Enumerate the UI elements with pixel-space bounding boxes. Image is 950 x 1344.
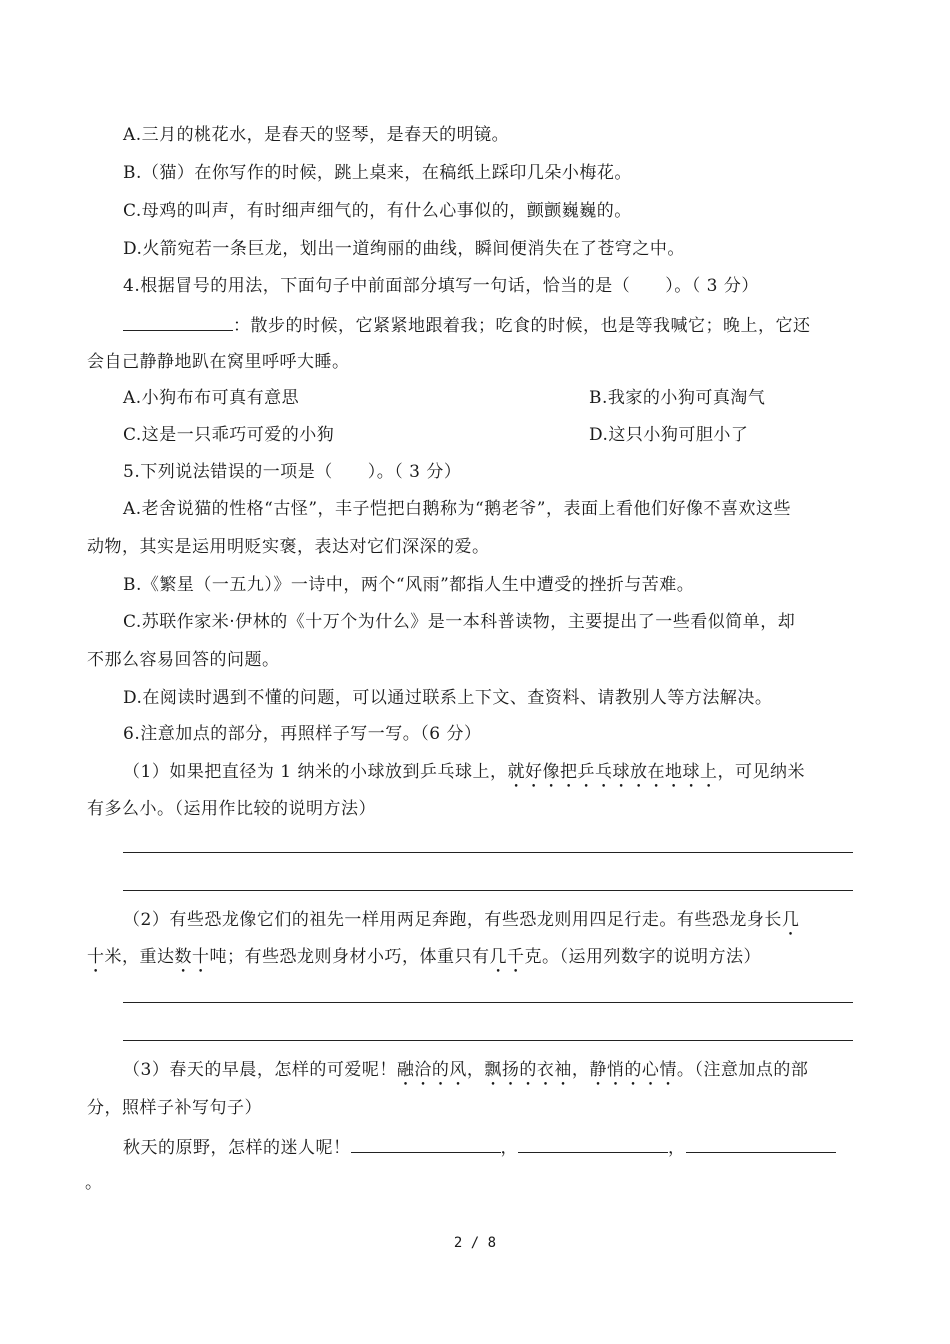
q4-fill-blank[interactable] bbox=[123, 312, 233, 331]
q6-part2-line1: （2）有些恐龙像它们的祖先一样用两足奔跑，有些恐龙则用四足行走。有些恐龙身长几 bbox=[123, 910, 800, 930]
q6-part1-line1: （1）如果把直径为 1 纳米的小球放到乒乓球上，就好像把乒乓球放在地球上，可见纳米 bbox=[123, 762, 805, 782]
q4-option-c: C.这是一只乖巧可爱的小狗 bbox=[123, 425, 335, 445]
q5-option-a-line2: 动物，其实是运用明贬实褒，表达对它们深深的爱。 bbox=[87, 537, 490, 557]
emphasis-dotted-text: 几千 bbox=[489, 947, 525, 967]
q5-option-c-line2: 不那么容易回答的问题。 bbox=[87, 650, 280, 670]
answer-blank[interactable] bbox=[686, 1134, 836, 1153]
answer-blank[interactable] bbox=[351, 1134, 501, 1153]
q6-stem: 6.注意加点的部分，再照样子写一写。（6 分） bbox=[123, 724, 482, 744]
emphasis-dotted-text: 融洽的风，飘扬的衣袖，静悄的心情 bbox=[396, 1060, 677, 1080]
q4-option-b: B.我家的小狗可真淘气 bbox=[589, 388, 766, 408]
q6-part3-line2: 分，照样子补写句子） bbox=[87, 1098, 262, 1118]
answer-line[interactable] bbox=[123, 1002, 853, 1003]
q5-option-a-line1: A.老舍说猫的性格“古怪”，丰子恺把白鹅称为“鹅老爷”，表面上看他们好像不喜欢这些 bbox=[123, 499, 791, 519]
q5-stem: 5.下列说法错误的一项是（ ）。（ 3 分） bbox=[123, 462, 462, 482]
answer-blank[interactable] bbox=[518, 1134, 668, 1153]
q5-option-b: B.《繁星（一五九）》一诗中，两个“风雨”都指人生中遭受的挫折与苦难。 bbox=[123, 575, 695, 595]
answer-line[interactable] bbox=[123, 852, 853, 853]
q3-option-b: B.（猫）在你写作的时候，跳上桌来，在稿纸上踩印几朵小梅花。 bbox=[123, 163, 632, 183]
q4-sentence-line1: ：散步的时候，它紧紧地跟着我；吃食的时候，也是等我喊它；晚上，它还 bbox=[123, 312, 811, 338]
emphasis-dotted-text: 数十 bbox=[174, 947, 210, 967]
q6-part3-end-mark: 。 bbox=[85, 1173, 103, 1193]
q4-option-a: A.小狗布布可真有意思 bbox=[123, 388, 300, 408]
q6-part1-line2: 有多么小。（运用作比较的说明方法） bbox=[87, 799, 376, 819]
q4-option-d: D.这只小狗可胆小了 bbox=[589, 425, 749, 445]
answer-line[interactable] bbox=[123, 1040, 853, 1041]
q3-option-a: A.三月的桃花水，是春天的竖琴，是春天的明镜。 bbox=[123, 125, 510, 145]
answer-line[interactable] bbox=[123, 890, 853, 891]
emphasis-dotted-text: 十 bbox=[87, 947, 105, 967]
emphasis-dotted-text: 几 bbox=[781, 910, 800, 930]
q4-sentence-line2: 会自己静静地趴在窝里呼呼大睡。 bbox=[87, 352, 350, 372]
q6-part2-line2: 十米，重达数十吨；有些恐龙则身材小巧，体重只有几千克。（运用列数字的说明方法） bbox=[87, 947, 761, 967]
q3-option-d: D.火箭宛若一条巨龙，划出一道绚丽的曲线，瞬间便消失在了苍穹之中。 bbox=[123, 239, 685, 259]
q6-part3-line1: （3）春天的早晨，怎样的可爱呢！融洽的风，飘扬的衣袖，静悄的心情。（注意加点的部 bbox=[123, 1060, 809, 1080]
q6-part3-answer-line: 秋天的原野，怎样的迷人呢！ ， ， bbox=[123, 1134, 836, 1160]
emphasis-dotted-text: 就好像把乒乓球放在地球上 bbox=[507, 762, 718, 782]
page-indicator: 2 / 8 bbox=[453, 1235, 497, 1251]
q5-option-c-line1: C.苏联作家米·伊林的《十万个为什么》是一本科普读物，主要提出了一些看似简单，却 bbox=[123, 612, 796, 632]
q3-option-c: C.母鸡的叫声，有时细声细气的，有什么心事似的，颤颤巍巍的。 bbox=[123, 201, 632, 221]
q4-stem: 4.根据冒号的用法，下面句子中前面部分填写一句话，恰当的是（ ）。（ 3 分） bbox=[123, 276, 759, 296]
q5-option-d: D.在阅读时遇到不懂的问题，可以通过联系上下文、查资料、请教别人等方法解决。 bbox=[123, 688, 773, 708]
